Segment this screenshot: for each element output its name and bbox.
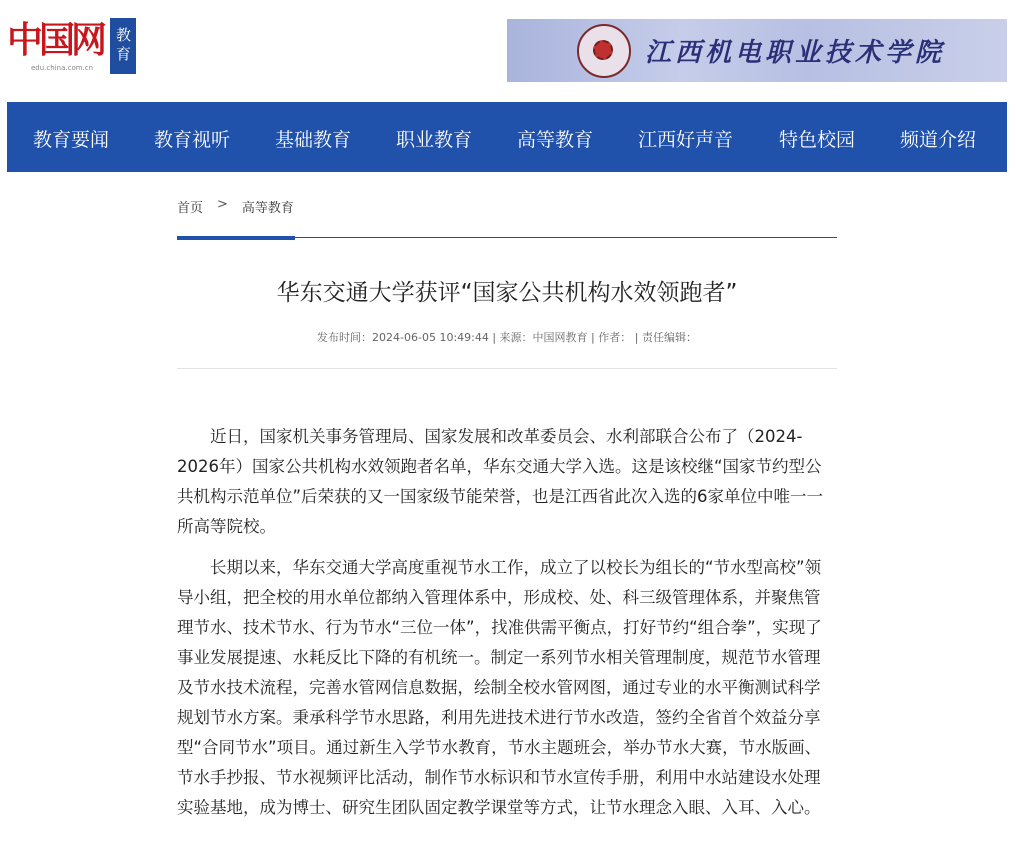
- nav-item-education-video[interactable]: 教育视听: [154, 129, 231, 151]
- logo-text: 中国网: [7, 19, 104, 61]
- logo-url: edu.china.com.cn: [31, 64, 94, 72]
- logo-mark: [7, 18, 107, 76]
- breadcrumb-separator: >: [217, 197, 228, 212]
- article-title: 华东交通大学获评“国家公共机构水效领跑者”: [276, 280, 738, 306]
- main-nav: [7, 102, 1007, 172]
- breadcrumb-current[interactable]: 高等教育: [241, 201, 294, 216]
- nav-item-jiangxi-voice[interactable]: 江西好声音: [638, 129, 734, 151]
- article-body: [177, 422, 829, 834]
- college-emblem-icon: [577, 24, 631, 78]
- nav-item-channel-intro[interactable]: 频道介绍: [900, 129, 977, 151]
- nav-item-higher-education[interactable]: 高等教育: [517, 129, 594, 151]
- site-logo[interactable]: [7, 18, 137, 76]
- meta-divider: [177, 368, 837, 369]
- nav-item-featured-campus[interactable]: 特色校园: [779, 129, 856, 151]
- logo-badge-text: 教育: [114, 27, 132, 65]
- logo-badge: [110, 18, 136, 74]
- breadcrumb-divider-accent: [177, 236, 295, 240]
- nav-item-vocational-education[interactable]: 职业教育: [396, 129, 473, 151]
- college-banner[interactable]: [507, 19, 1007, 82]
- article-meta: 发布时间：2024-06-05 10:49:44 | 来源：中国网教育 | 作者： | 责任编辑：: [317, 331, 697, 344]
- breadcrumb: [177, 197, 294, 216]
- banner-title: 江西机电职业技术学院: [645, 38, 946, 68]
- nav-item-education-news[interactable]: 教育要闻: [33, 129, 110, 151]
- article-paragraph: 近日，国家机关事务管理局、国家发展和改革委员会、水利部联合公布了（2024-2026年）国家公共机构水效领跑者名单，华东交通大学入选。这是该校继“国家节约型公共机构示范单位”后荣获的又一国家级节能荣誉，也是江西省此次入选的6家单位中唯一一所高等院校。: [177, 427, 824, 536]
- breadcrumb-home[interactable]: 首页: [177, 201, 204, 216]
- nav-item-basic-education[interactable]: 基础教育: [275, 129, 352, 151]
- article-paragraph: 长期以来，华东交通大学高度重视节水工作，成立了以校长为组长的“节水型高校”领导小组，把全校的用水单位都纳入管理体系中，形成校、处、科三级管理体系，并聚焦管理节水、技术节水、行为节水“三位一体”，找准供需平衡点，打好节约“组合拳”，实现了事业发展提速、水耗反比下降的有机统一。制定一系列节水相关管理制度，规范节水管理及节水技术流程，完善水管网信息数据，绘制全校水管网图，通过专业的水平衡测试科学规划节水方案。秉承科学节水思路，利用先进技术进行节水改造，签约全省首个效益分享型“合同节水”项目。通过新生入学节水教育，节水主题班会，举办节水大赛，节水版画、节水手抄报、节水视频评比活动，制作节水标识和节水宣传手册，利用中水站建设水处理实验基地，成为博士、研究生团队固定教学课堂等方式，让节水理念入眼、入耳、入心。: [177, 558, 822, 817]
